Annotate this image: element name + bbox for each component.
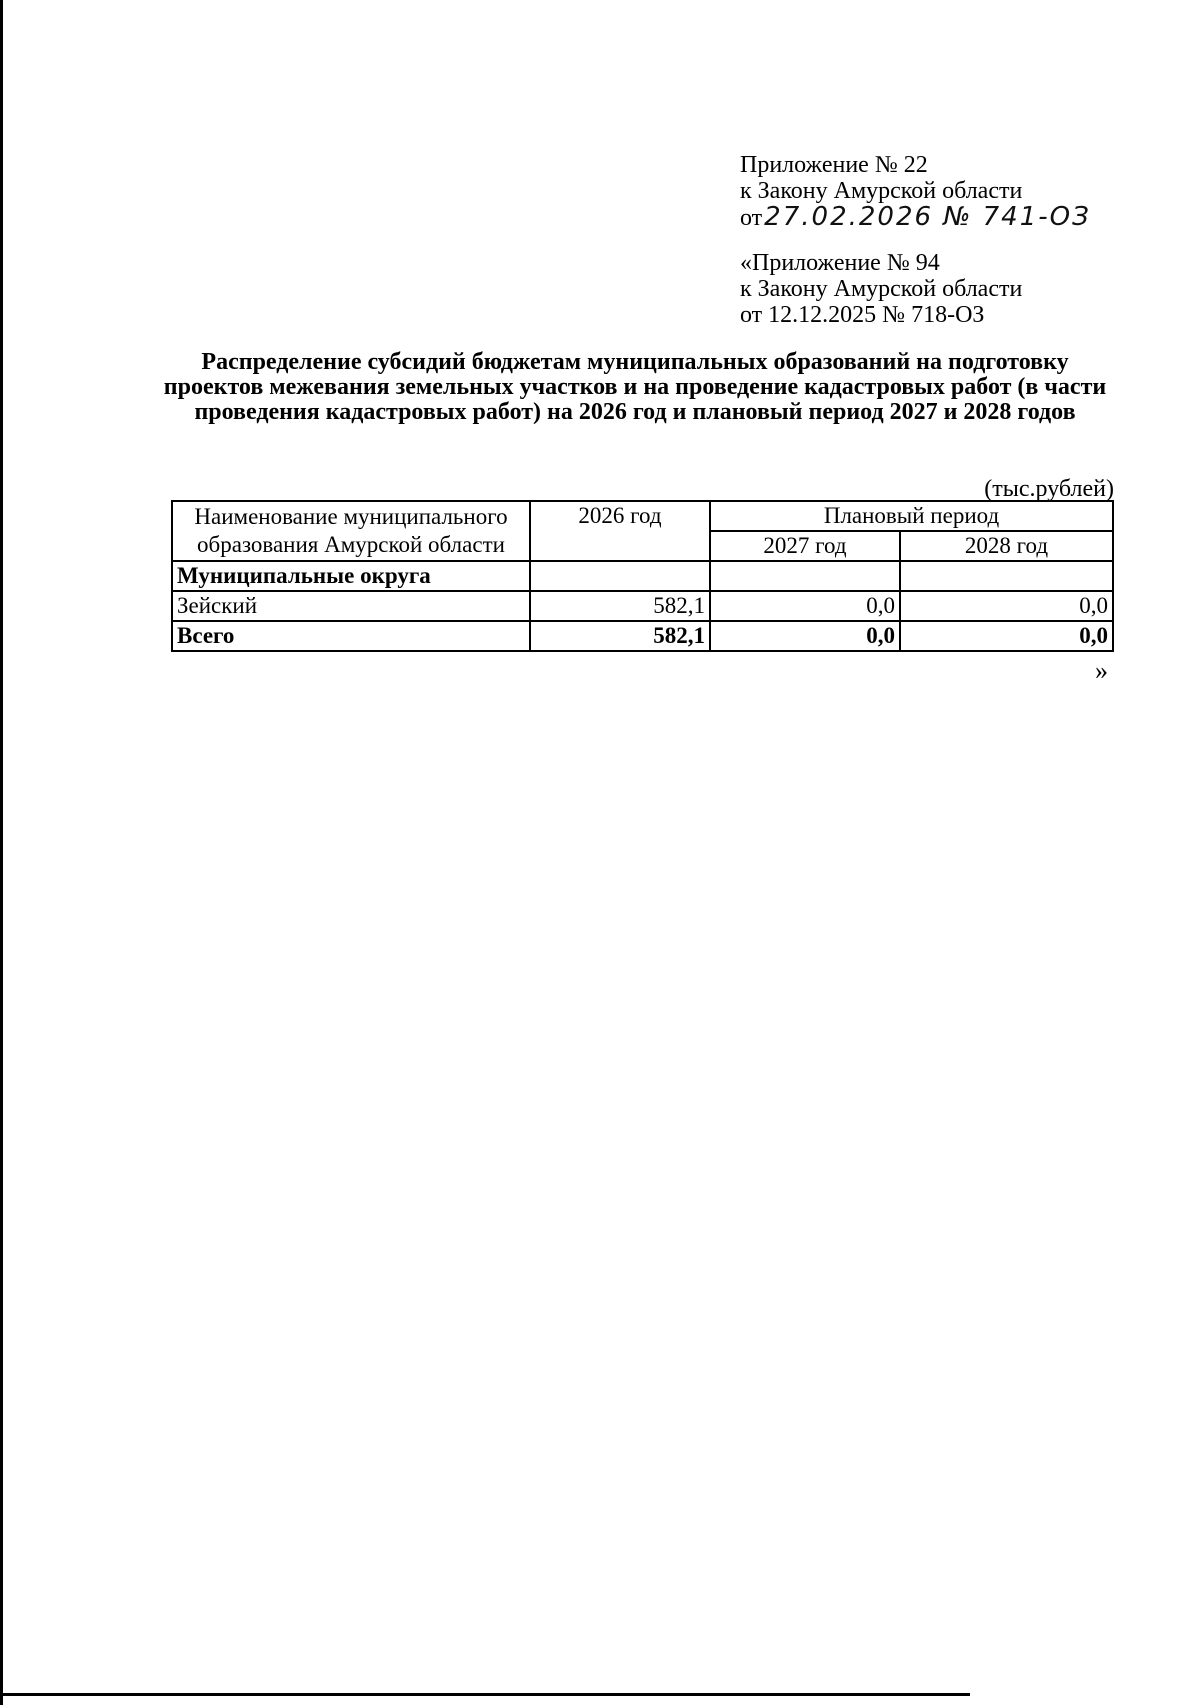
document-title: Распределение субсидий бюджетам муниципальных образований на подготовку проектов межевания земельных участков и на проведение кадастровых работ (в части проведения кадастровых работ) на 2026 год и плановый период 2027 и 2028 годов: [163, 349, 1107, 425]
annex-22-title: Приложение № 22: [740, 152, 928, 178]
header-2027: 2027 год: [710, 531, 900, 561]
scan-bottom-edge: [0, 1693, 970, 1696]
section-empty-2027: [710, 561, 900, 591]
row-value-2028: 0,0: [900, 591, 1113, 621]
total-value-2027: 0,0: [710, 621, 900, 651]
header-municipality-name: [172, 501, 530, 561]
row-value-2026: 582,1: [530, 591, 710, 621]
table-section-row: [172, 561, 1113, 591]
section-label: Муниципальные округа: [172, 561, 530, 591]
annex-94-header: [740, 250, 1022, 328]
annex-94-date: от 12.12.2025 № 718-ОЗ: [740, 302, 985, 328]
section-empty-2028: [900, 561, 1113, 591]
table-row: [172, 591, 1113, 621]
annex-22-header: [740, 152, 1091, 231]
annex-94-title: «Приложение № 94: [740, 250, 940, 276]
total-value-2028: 0,0: [900, 621, 1113, 651]
section-empty-2026: [530, 561, 710, 591]
header-name-line-2: образования Амурской области: [197, 532, 505, 557]
scan-left-edge: [0, 0, 3, 1705]
annex-22-date-prefix: от: [740, 205, 763, 231]
annex-22-date-line: [740, 204, 1091, 231]
total-label: Всего: [172, 621, 530, 651]
header-name-line-1: Наименование муниципального: [194, 504, 508, 529]
row-municipality-name: Зейский: [172, 591, 530, 621]
units-label: (тыс.рублей): [984, 476, 1114, 502]
total-value-2026: 582,1: [530, 621, 710, 651]
annex-94-law: к Закону Амурской области: [740, 276, 1023, 302]
header-planning-period: Плановый период: [710, 501, 1113, 531]
header-2028: 2028 год: [900, 531, 1113, 561]
closing-quote: »: [1095, 656, 1108, 685]
row-value-2027: 0,0: [710, 591, 900, 621]
table-total-row: [172, 621, 1113, 651]
header-2026: 2026 год: [530, 501, 710, 561]
handwritten-date-number: 27.02.2026 № 741-ОЗ: [764, 202, 1091, 232]
annex-22-law: к Закону Амурской области: [740, 178, 1023, 204]
table-header-row-1: [172, 501, 1113, 531]
subsidy-table: [171, 500, 1114, 652]
